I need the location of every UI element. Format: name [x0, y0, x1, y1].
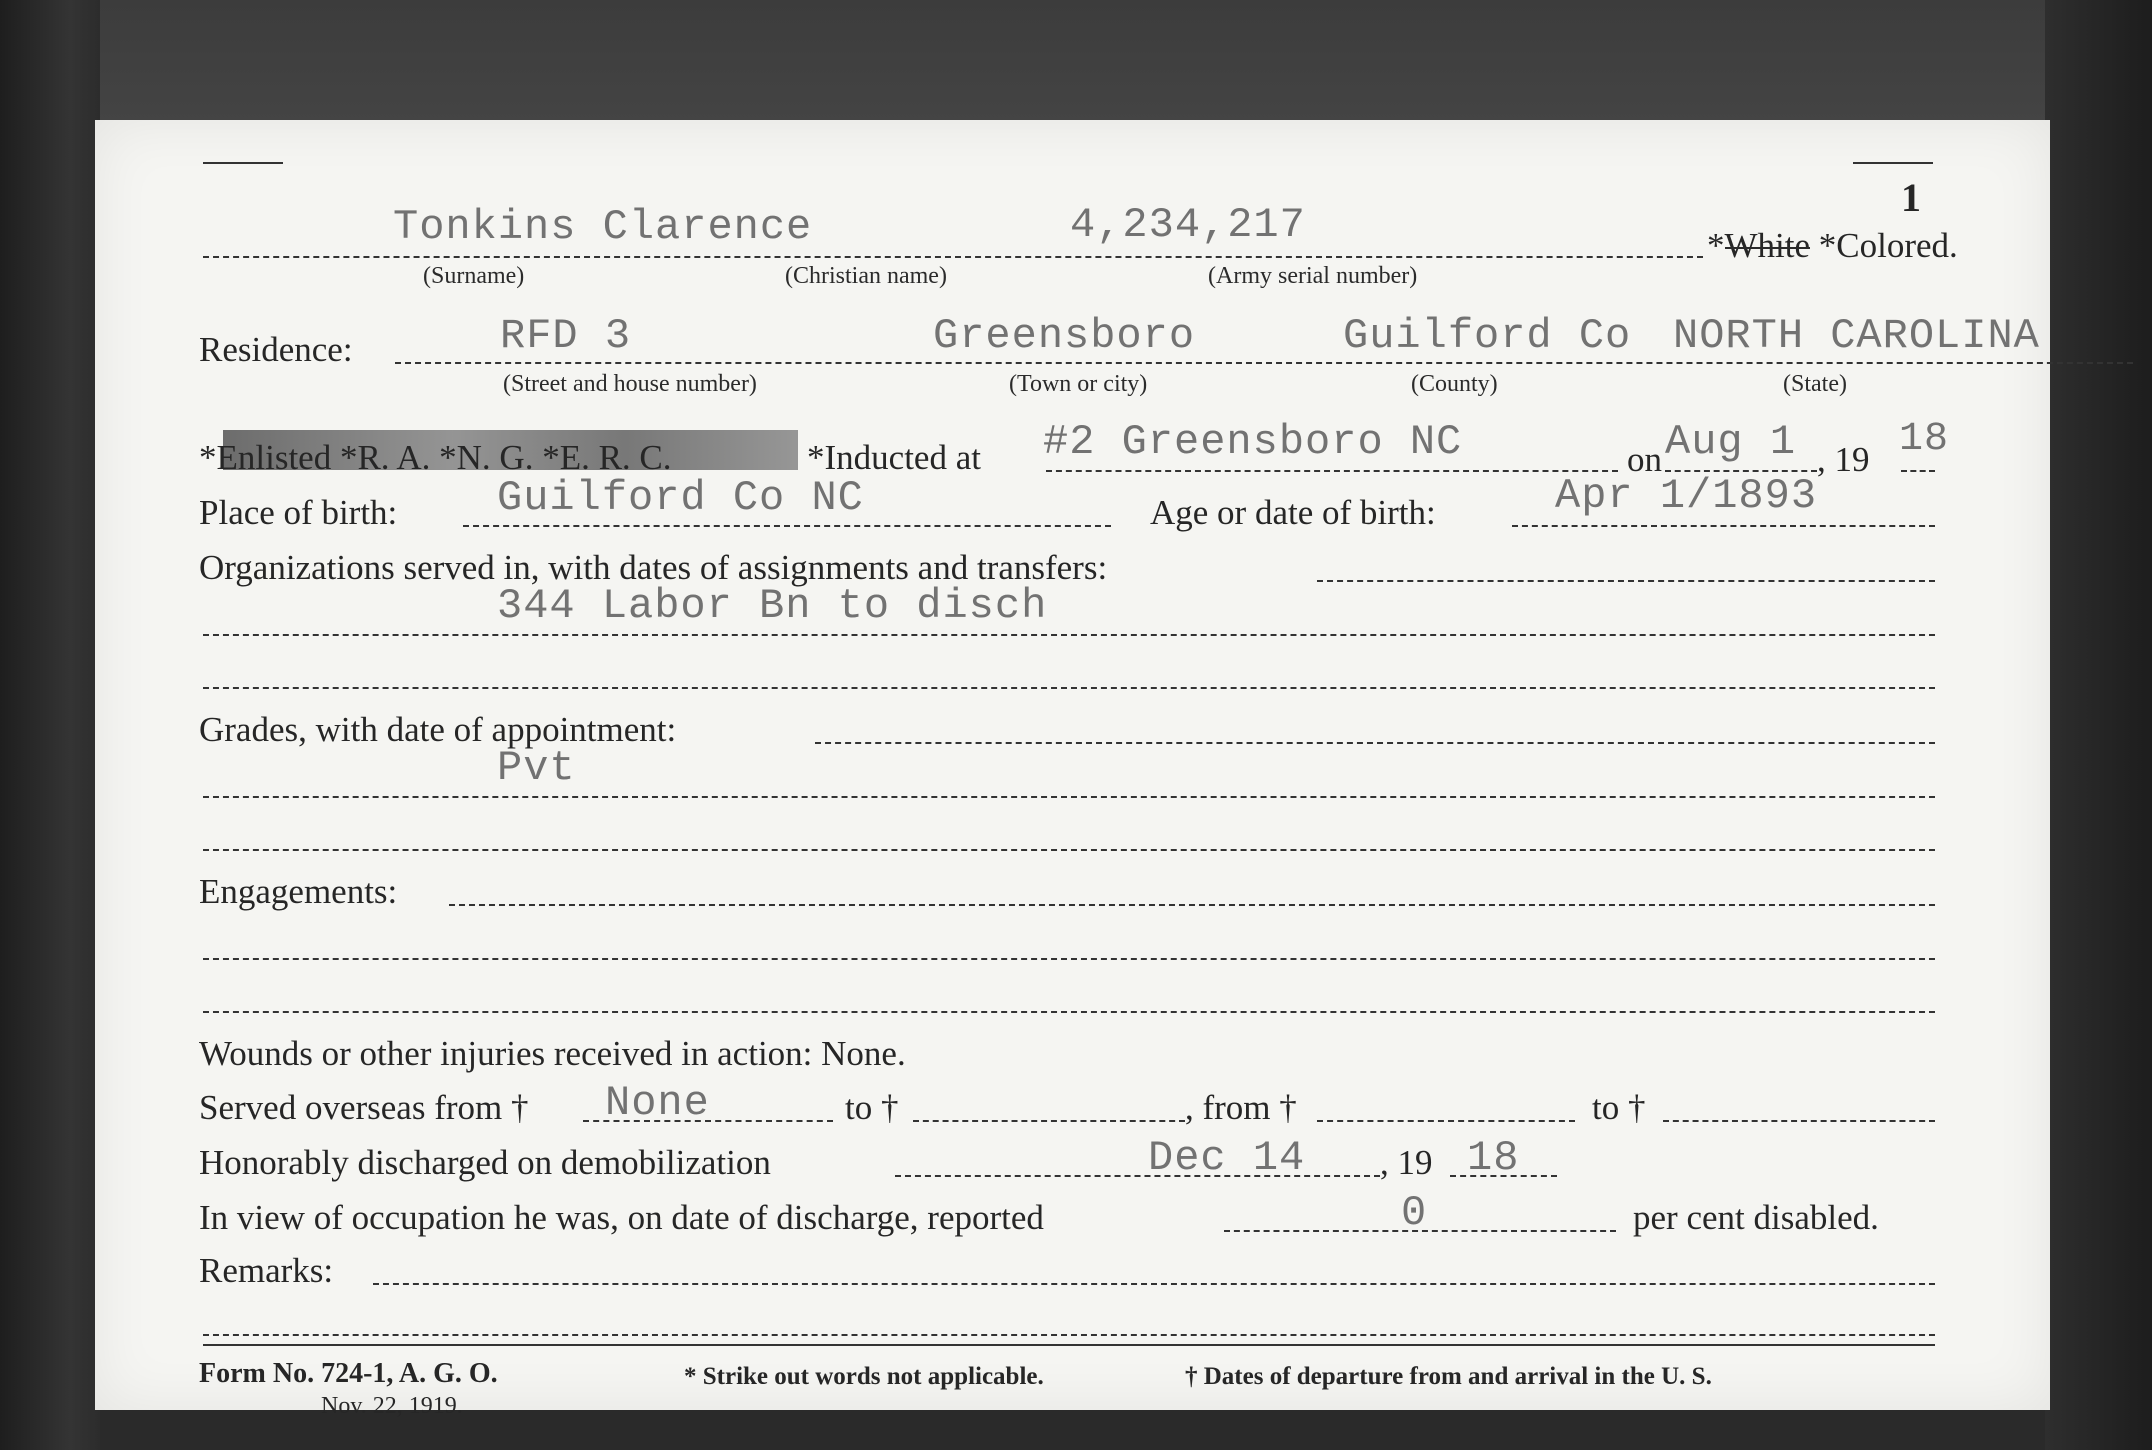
engagements-line-1: [449, 904, 1935, 906]
race-asterisk-1: *: [1707, 226, 1725, 265]
service-options: *Enlisted *R. A. *N. G. *E. R. C.: [199, 438, 672, 477]
inducted-year-line: [1901, 470, 1935, 472]
disability-label: In view of occupation he was, on date of discharge, reported: [199, 1198, 1044, 1237]
remarks-label: Remarks:: [199, 1251, 334, 1290]
inducted-date-value: Aug 1: [1665, 418, 1797, 466]
engagements-line-3: [203, 1011, 1935, 1013]
footer-form-number: Form No. 724-1, A. G. O.: [199, 1358, 498, 1389]
organizations-line-3: [203, 687, 1935, 689]
engagements-label: Engagements:: [199, 872, 398, 911]
residence-county-value: Guilford Co: [1343, 312, 1632, 360]
card-number: 1: [1901, 175, 1921, 220]
name-value: Tonkins Clarence: [393, 203, 813, 251]
inducted-place-value: #2 Greensboro NC: [1043, 418, 1463, 466]
race-white-struck: White: [1724, 226, 1811, 265]
footer-dagger-note: † Dates of departure from and arrival in the U. S.: [1185, 1363, 1712, 1390]
residence-town-value: Greensboro: [933, 312, 1196, 360]
birthplace-label: Place of birth:: [199, 493, 398, 532]
overseas-from2-label: , from †: [1185, 1088, 1297, 1127]
name-line: [203, 256, 1703, 258]
wounds-label: Wounds or other injuries received in action: None.: [199, 1034, 906, 1073]
grades-line-1: [815, 742, 1935, 744]
engagements-line-2: [203, 958, 1935, 960]
disability-suffix: per cent disabled.: [1633, 1198, 1879, 1237]
footer-rule: [203, 1344, 1935, 1346]
birth-date-line: [1512, 525, 1935, 527]
state-caption: (State): [1783, 371, 1847, 397]
top-left-rule: [203, 162, 283, 164]
top-right-rule: [1853, 162, 1933, 164]
scan-background-top: [100, 0, 2045, 125]
discharge-year-prefix: , 19: [1380, 1143, 1433, 1182]
organizations-label: Organizations served in, with dates of assignments and transfers:: [199, 548, 1108, 587]
overseas-from2-line: [1317, 1120, 1575, 1122]
scan-background-left: [0, 0, 100, 1450]
street-caption: (Street and house number): [503, 371, 757, 397]
inducted-year-value: 18: [1899, 417, 1950, 462]
birthplace-line: [463, 525, 1111, 527]
town-caption: (Town or city): [1009, 371, 1148, 397]
overseas-to-line: [913, 1120, 1185, 1122]
county-caption: (County): [1411, 371, 1498, 397]
scan-background-right: [2045, 0, 2152, 1450]
inducted-at-label: *Inducted at: [807, 438, 981, 477]
grades-line-3: [203, 849, 1935, 851]
footer-strike-note: * Strike out words not applicable.: [684, 1363, 1044, 1390]
overseas-to2-line: [1663, 1120, 1935, 1122]
grades-value: Pvt: [497, 744, 576, 792]
residence-street-value: RFD 3: [500, 312, 632, 360]
organizations-line-1: [1317, 580, 1935, 582]
inducted-year-prefix: , 19: [1817, 440, 1870, 479]
surname-caption: (Surname): [423, 263, 525, 289]
footer-form-date: Nov. 22, 1919.: [321, 1393, 463, 1419]
discharge-date-value: Dec 14: [1148, 1134, 1306, 1182]
birth-date-value: Apr 1/1893: [1555, 472, 1818, 520]
christian-name-caption: (Christian name): [785, 263, 947, 289]
on-label: on: [1627, 440, 1662, 479]
overseas-to-label: to †: [845, 1088, 899, 1127]
discharge-year-value: 18: [1467, 1134, 1520, 1182]
remarks-line-2: [203, 1334, 1935, 1336]
residence-line: [395, 362, 2133, 364]
discharge-label: Honorably discharged on demobilization: [199, 1143, 771, 1182]
organizations-line-2: [203, 634, 1935, 636]
residence-state-value: NORTH CAROLINA: [1673, 312, 2040, 360]
race-asterisk-2: *: [1818, 226, 1837, 265]
discharge-date-line: [895, 1175, 1380, 1177]
race-choice: [1707, 228, 1958, 263]
race-colored: Colored.: [1836, 226, 1958, 265]
organizations-value: 344 Labor Bn to disch: [497, 582, 1048, 630]
inducted-place-line: [1046, 470, 1618, 472]
serial-number-value: 4,234,217: [1070, 201, 1306, 249]
overseas-from-label: Served overseas from †: [199, 1088, 529, 1127]
residence-label: Residence:: [199, 330, 353, 369]
disability-value: 0: [1401, 1189, 1428, 1237]
overseas-to2-label: to †: [1592, 1088, 1646, 1127]
birthplace-value: Guilford Co NC: [497, 474, 864, 522]
overseas-from-value: None: [605, 1079, 710, 1127]
remarks-line-1: [373, 1283, 1935, 1285]
serial-number-caption: (Army serial number): [1208, 263, 1418, 289]
grades-line-2: [203, 796, 1935, 798]
age-label: Age or date of birth:: [1150, 493, 1436, 532]
service-record-card: [95, 120, 2050, 1419]
grades-label: Grades, with date of appointment:: [199, 710, 677, 749]
